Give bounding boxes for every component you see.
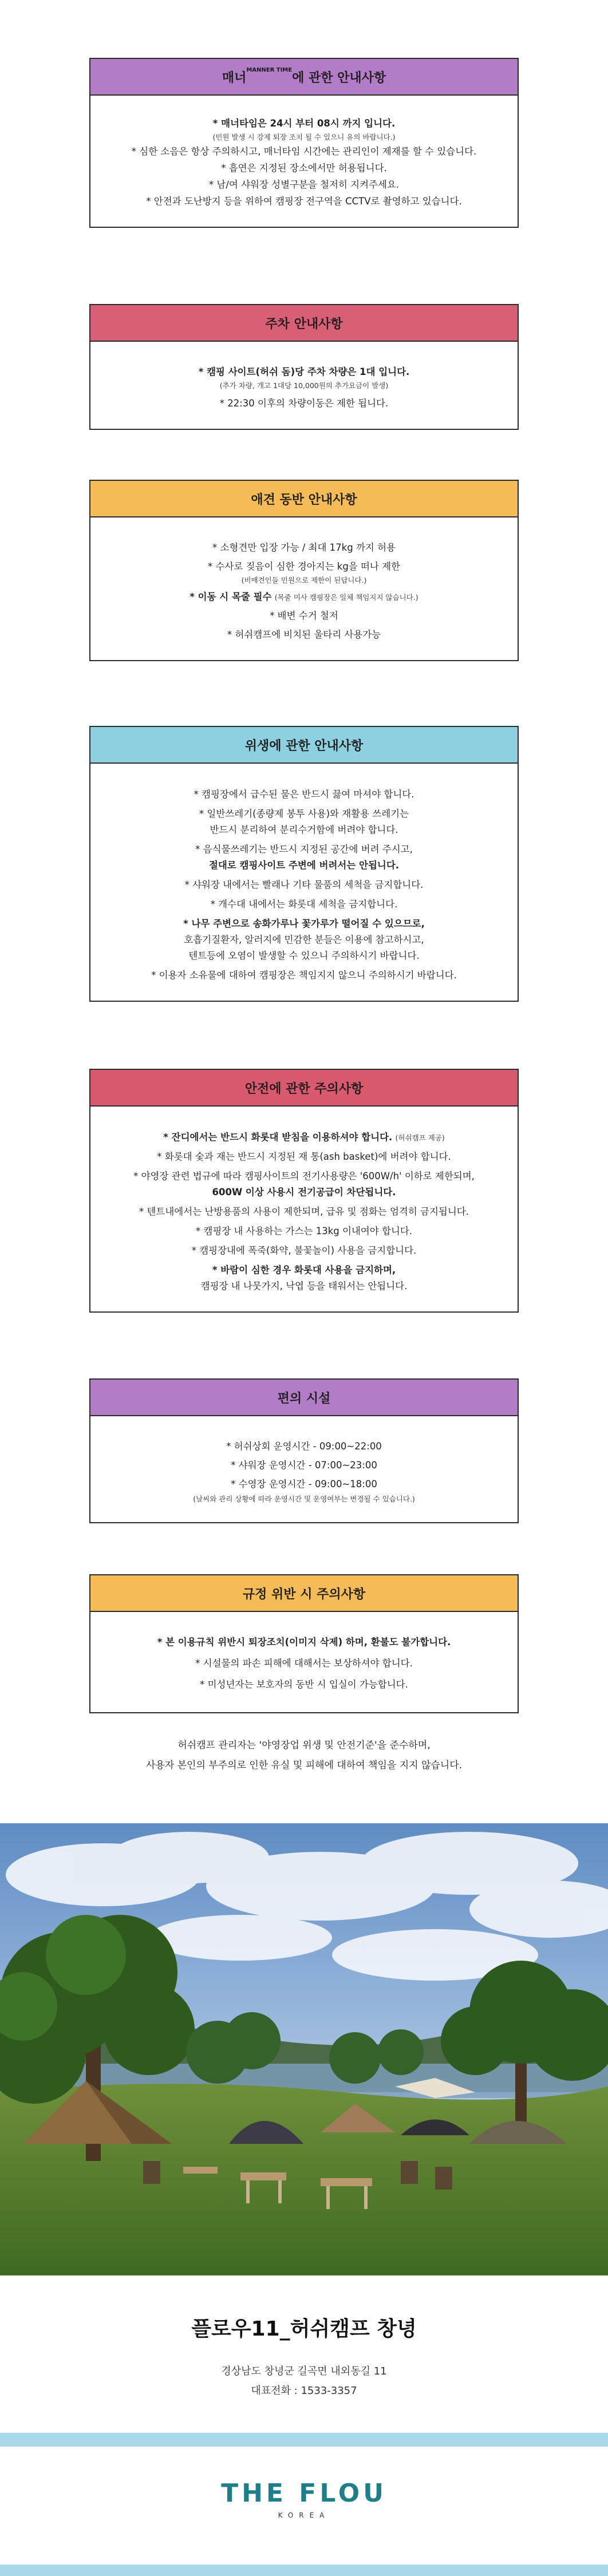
brand-logo-text: THE FLOU — [221, 2479, 387, 2508]
hygiene-line: 호흡기질환자, 알러지에 민감한 분들은 이용에 참고하시고, — [184, 934, 424, 945]
manner-line: * 남/여 샤워장 성별구분을 철저히 지켜주세요. — [208, 179, 400, 190]
campsite-photo — [0, 1823, 608, 2275]
manner-notice — [89, 58, 519, 228]
pet-line-note: (비매견인들 민원으로 제한이 된답니다.) — [241, 576, 367, 584]
manner-title-sup: MANNER TIME — [246, 67, 293, 73]
manner-title-a: 매너 — [222, 70, 247, 85]
hygiene-line: * 캠핑장에서 급수된 물은 반드시 끓여 마셔야 합니다. — [194, 789, 414, 800]
parking-line: * 캠핑 사이트(허쉬 돔)당 주차 차량은 1대 입니다. — [198, 366, 410, 377]
manner-line: * 매너타임은 24시 부터 08시 까지 입니다. — [212, 118, 396, 129]
hygiene-line: * 음식물쓰레기는 반드시 지정된 공간에 버려 주시고, — [195, 844, 413, 855]
violation-notice-header: 규정 위반 시 주의사항 — [90, 1575, 518, 1612]
parking-line-note: (추가 차량, 개고 1대당 10,000원의 추가요금이 발생) — [219, 381, 389, 390]
safety-line: * 캠핑장 내 사용하는 가스는 13kg 이내여야 합니다. — [195, 1226, 413, 1236]
pet-line-main: * 이동 시 목줄 필수 — [189, 591, 272, 602]
manner-notice-body — [90, 96, 518, 227]
footer-disclaimer-line: 허쉬캠프 관리자는 '야영장업 위생 및 안전기준'을 준수하며, — [177, 1740, 431, 1751]
parking-notice-header: 주차 안내사항 — [90, 305, 518, 342]
hygiene-line: * 샤워장 내에서는 빨래나 기타 물품의 세척을 금지합니다. — [184, 879, 424, 890]
site-address: 경상남도 창녕군 길곡면 내외동길 11 — [221, 2365, 387, 2377]
facility-notice — [89, 1378, 519, 1523]
safety-line: * 텐트내에서는 난방용품의 사용이 제한되며, 급유 및 점화는 엄격히 금지됩니다. — [139, 1206, 469, 1217]
facility-line: * 샤워장 운영시간 - 07:00~23:00 — [231, 1460, 377, 1471]
facility-line: * 수영장 운영시간 - 09:00~18:00 — [231, 1479, 377, 1490]
pet-line — [108, 588, 500, 605]
parking-notice — [89, 304, 519, 430]
hygiene-line: 절대로 캠핑사이트 주변에 버려서는 안됩니다. — [208, 860, 400, 871]
pet-notice-header: 애견 동반 안내사항 — [90, 481, 518, 517]
manner-line-note: (민원 발생 시 강제 퇴장 조치 될 수 있으니 유의 바랍니다.) — [212, 133, 396, 141]
facility-notice-header: 편의 시설 — [90, 1380, 518, 1416]
safety-line — [108, 1129, 500, 1145]
hygiene-line: * 일반쓰레기(종량제 봉투 사용)와 재활용 쓰레기는 — [199, 808, 409, 819]
safety-line: * 캠핑장내에 폭죽(화약, 불꽃놀이) 사용을 금지합니다. — [191, 1245, 417, 1256]
hygiene-notice-header: 위생에 관한 안내사항 — [90, 727, 518, 764]
hygiene-line: 텐트등에 오염이 발생할 수 있으니 주의하시기 바랍니다. — [188, 950, 420, 961]
safety-notice-header: 안전에 관한 주의사항 — [90, 1070, 518, 1107]
footer-disclaimer-line: 사용자 본인의 부주의로 인한 유실 및 피해에 대하여 책임을 지지 않습니다. — [145, 1760, 463, 1771]
site-phone: 대표전화 : 1533-3357 — [251, 2385, 357, 2397]
violation-notice — [89, 1574, 519, 1713]
manner-notice-header — [90, 59, 518, 96]
violation-line: * 본 이용규칙 위반시 퇴장조치(이미지 삭제) 하며, 환불도 불가합니다. — [157, 1637, 451, 1647]
hygiene-line: * 개수대 내에서는 화롯대 세척을 금지합니다. — [210, 899, 398, 910]
pet-line: * 수사로 짖음이 심한 경아지는 kg을 떠나 제한 — [208, 561, 400, 572]
hygiene-line: * 나무 주변으로 송화가루나 꽃가루가 떨어질 수 있으므로, — [183, 918, 425, 929]
brand-logo — [0, 2479, 608, 2519]
safety-line: * 바람이 심한 경우 화롯대 사용을 금지하며, — [212, 1265, 396, 1275]
safety-line: * 화롯대 숯과 재는 반드시 지정된 재 통(ash basket)에 버려야 합니다. — [157, 1151, 451, 1162]
violation-line: * 미성년자는 보호자의 동반 시 입실이 가능합니다. — [200, 1679, 408, 1690]
site-title: 플로우11_허쉬캠프 창녕 — [191, 2317, 417, 2341]
campsite-illustration — [0, 1823, 608, 2275]
hygiene-notice — [89, 726, 519, 1002]
brand-logo-sub: KOREA — [278, 2511, 330, 2519]
pet-notice-body — [90, 517, 518, 660]
violation-line: * 시설물의 파손 피해에 대해서는 보상하셔야 합니다. — [195, 1658, 413, 1669]
manner-line: * 흡연은 지정된 장소에서만 허용됩니다. — [221, 163, 387, 173]
parking-notice-body — [90, 342, 518, 429]
pet-line-note: (목줄 미사 캠핑장은 일체 책임지지 않습니다.) — [274, 593, 419, 602]
safety-notice — [89, 1069, 519, 1313]
safety-line: 캠핑장 내 나뭇가지, 낙엽 등을 태워서는 안됩니다. — [200, 1281, 408, 1291]
divider-band — [0, 2433, 608, 2447]
pet-line: * 허쉬캠프에 비치된 울타리 사용가능 — [227, 629, 381, 640]
manner-line: * 안전과 도난방지 등을 위하여 캠핑장 전구역을 CCTV로 촬영하고 있습니다. — [146, 196, 462, 207]
safety-notice-body — [90, 1107, 518, 1311]
safety-line-note: (허쉬캠프 제공) — [395, 1133, 445, 1142]
safety-line: 600W 이상 사용시 전기공급이 차단됩니다. — [212, 1187, 396, 1198]
safety-line: * 야영장 관련 법규에 따라 캠핑사이트의 전기사용량은 '600W/h' 이하로 제한되며, — [133, 1171, 475, 1182]
violation-notice-body — [90, 1612, 518, 1712]
pet-notice — [89, 480, 519, 661]
hygiene-notice-body — [90, 764, 518, 1001]
manner-line: * 심한 소음은 항상 주의하시고, 매너타임 시간에는 관리인이 제재를 할 수 있습니다. — [131, 146, 477, 157]
facility-line-note: (날씨와 관리 상황에 따라 운영시간 및 운영여부는 변경될 수 있습니다.) — [193, 1495, 415, 1503]
parking-line: * 22:30 이후의 차량이동은 제한 됩니다. — [219, 398, 389, 409]
safety-line-main: * 잔디에서는 반드시 화롯대 받침을 이용하셔야 합니다. — [163, 1132, 393, 1143]
facility-notice-body — [90, 1416, 518, 1522]
manner-title-b: 에 관한 안내사항 — [292, 70, 386, 85]
pet-line: * 배변 수거 철저 — [270, 610, 338, 621]
hygiene-line: * 이용자 소유물에 대하여 캠핑장은 책임지지 않으니 주의하시기 바랍니다. — [151, 970, 457, 981]
hygiene-line: 반드시 분리하여 분리수거함에 버려야 합니다. — [210, 824, 398, 835]
facility-line: * 허쉬상회 운영시간 - 09:00~22:00 — [226, 1441, 382, 1452]
bottom-band — [0, 2565, 608, 2576]
pet-line: * 소형견만 입장 가능 / 최대 17kg 까지 허용 — [212, 542, 396, 553]
footer-disclaimer — [0, 1736, 608, 1776]
